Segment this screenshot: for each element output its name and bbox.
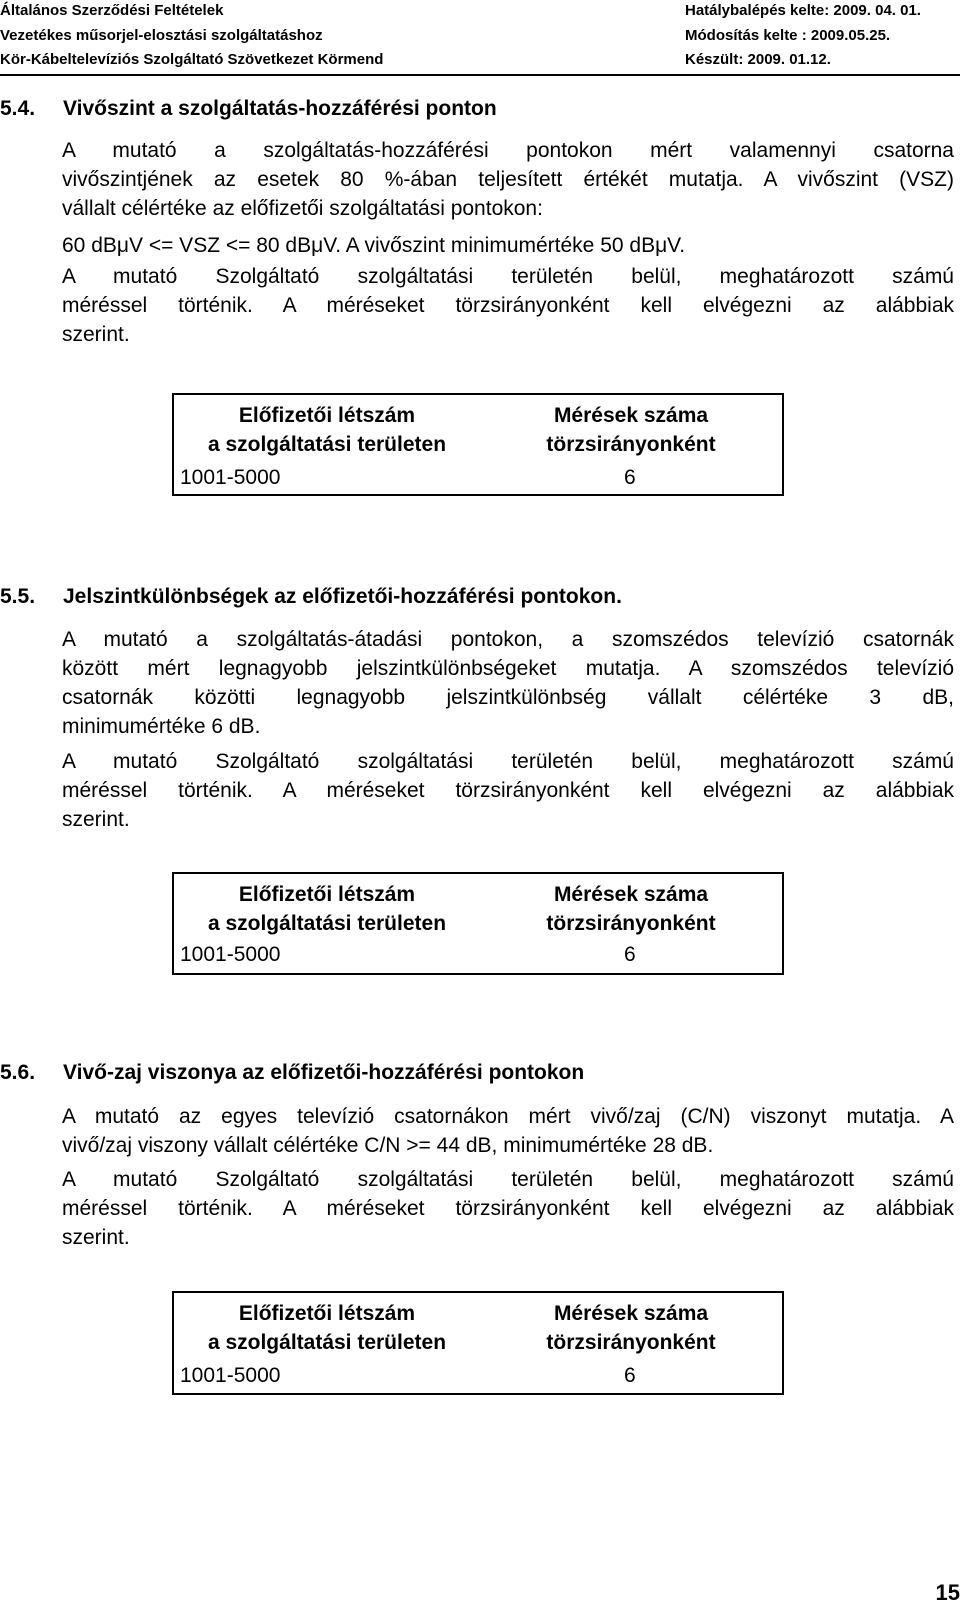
document-title: Általános Szerződési Feltételek (0, 2, 224, 19)
measurement-table (172, 1291, 784, 1395)
paragraph-line: vivőszintjének az esetek 80 %-ában teljesített értékét mutatja. A vivőszint (VSZ) (62, 168, 954, 191)
paragraph-line: méréssel történik. A méréseket törzsirányonként kell elvégezni az alábbiak (62, 779, 954, 802)
table-header-subscribers (174, 401, 480, 459)
measurement-table (172, 393, 784, 496)
page-number: 15 (935, 1580, 960, 1605)
paragraph (62, 136, 954, 223)
paragraph (62, 1165, 954, 1252)
table-header-line: törzsirányonként (546, 912, 716, 935)
measurement-table (172, 872, 784, 975)
section-title: Vivő-zaj viszonya az előfizetői-hozzáférési pontokon (63, 1061, 585, 1084)
created-date: Készült: 2009. 01.12. (685, 51, 831, 68)
section-title: Jelszintkülönbségek az előfizetői-hozzáférési pontokon. (63, 585, 622, 608)
paragraph (62, 625, 954, 741)
table-header-line: Előfizetői létszám (238, 404, 416, 427)
table-header-line: a szolgáltatási területen (207, 912, 447, 935)
table-header-line: Előfizetői létszám (238, 883, 416, 906)
paragraph-line: szerint. (62, 808, 130, 831)
section-title: Vivőszint a szolgáltatás-hozzáférési ponton (63, 97, 497, 120)
paragraph-line: A mutató a szolgáltatás-átadási pontokon, a szomszédos televízió csatornák (62, 628, 954, 651)
paragraph-line: méréssel történik. A méréseket törzsirányonként kell elvégezni az alábbiak (62, 294, 954, 317)
table-header-measurements (480, 401, 782, 459)
section-number: 5.4. (0, 97, 36, 120)
paragraph-line: méréssel történik. A méréseket törzsirányonként kell elvégezni az alábbiak (62, 1197, 954, 1220)
paragraph-line: 60 dBμV <= VSZ <= 80 dBμV. A vivőszint minimumértéke 50 dBμV. (62, 234, 686, 257)
effective-date: Hatálybalépés kelte: 2009. 04. 01. (685, 2, 921, 19)
paragraph (62, 231, 954, 260)
paragraph-line: vivő/zaj viszony vállalt célértéke C/N >= 44 dB, minimumértéke 28 dB. (62, 1134, 714, 1157)
table-cell-count: 6 (624, 1364, 636, 1387)
table-header-line: törzsirányonként (546, 433, 716, 456)
paragraph-line: A mutató a szolgáltatás-hozzáférési pontokon mért valamennyi csatorna (62, 139, 954, 162)
table-cell-range: 1001-5000 (180, 466, 281, 489)
table-cell-count: 6 (624, 466, 636, 489)
table-header-line: Mérések száma (553, 404, 709, 427)
paragraph-line: vállalt célértéke az előfizetői szolgáltatási pontokon: (62, 197, 543, 220)
table-header-line: Mérések száma (553, 883, 709, 906)
table-header-measurements (480, 1299, 782, 1357)
paragraph-line: minimumértéke 6 dB. (62, 715, 261, 738)
paragraph-line: A mutató Szolgáltató szolgáltatási területén belül, meghatározott számú (62, 750, 954, 773)
paragraph-line: A mutató Szolgáltató szolgáltatási területén belül, meghatározott számú (62, 265, 954, 288)
company-name: Kör-Kábeltelevíziós Szolgáltató Szövetkezet Körmend (0, 51, 384, 68)
table-header-line: Mérések száma (553, 1302, 709, 1325)
table-header-line: a szolgáltatási területen (207, 433, 447, 456)
section-number: 5.5. (0, 585, 36, 608)
paragraph-line: szerint. (62, 323, 130, 346)
table-cell-count: 6 (624, 943, 636, 966)
paragraph-line: csatornák közötti legnagyobb jelszintkülönbség vállalt célértéke 3 dB, (62, 686, 954, 709)
modification-date: Módosítás kelte : 2009.05.25. (685, 27, 891, 44)
header-divider (0, 74, 960, 76)
paragraph-line: A mutató Szolgáltató szolgáltatási területén belül, meghatározott számú (62, 1168, 954, 1191)
paragraph (62, 1102, 954, 1160)
document-subtitle: Vezetékes műsorjel-elosztási szolgáltatáshoz (0, 27, 323, 44)
table-header-subscribers (174, 880, 480, 938)
table-cell-range: 1001-5000 (180, 1364, 281, 1387)
page-header (0, 0, 960, 76)
paragraph (62, 747, 954, 834)
paragraph-line: A mutató az egyes televízió csatornákon mért vivő/zaj (C/N) viszonyt mutatja. A (62, 1105, 954, 1128)
paragraph (62, 262, 954, 349)
table-header-measurements (480, 880, 782, 938)
paragraph-line: szerint. (62, 1226, 130, 1249)
section-number: 5.6. (0, 1061, 36, 1084)
table-header-line: Előfizetői létszám (238, 1302, 416, 1325)
table-header-line: törzsirányonként (546, 1331, 716, 1354)
paragraph-line: között mért legnagyobb jelszintkülönbségeket mutatja. A szomszédos televízió (62, 657, 954, 680)
table-header-line: a szolgáltatási területen (207, 1331, 447, 1354)
table-cell-range: 1001-5000 (180, 943, 281, 966)
table-header-subscribers (174, 1299, 480, 1357)
